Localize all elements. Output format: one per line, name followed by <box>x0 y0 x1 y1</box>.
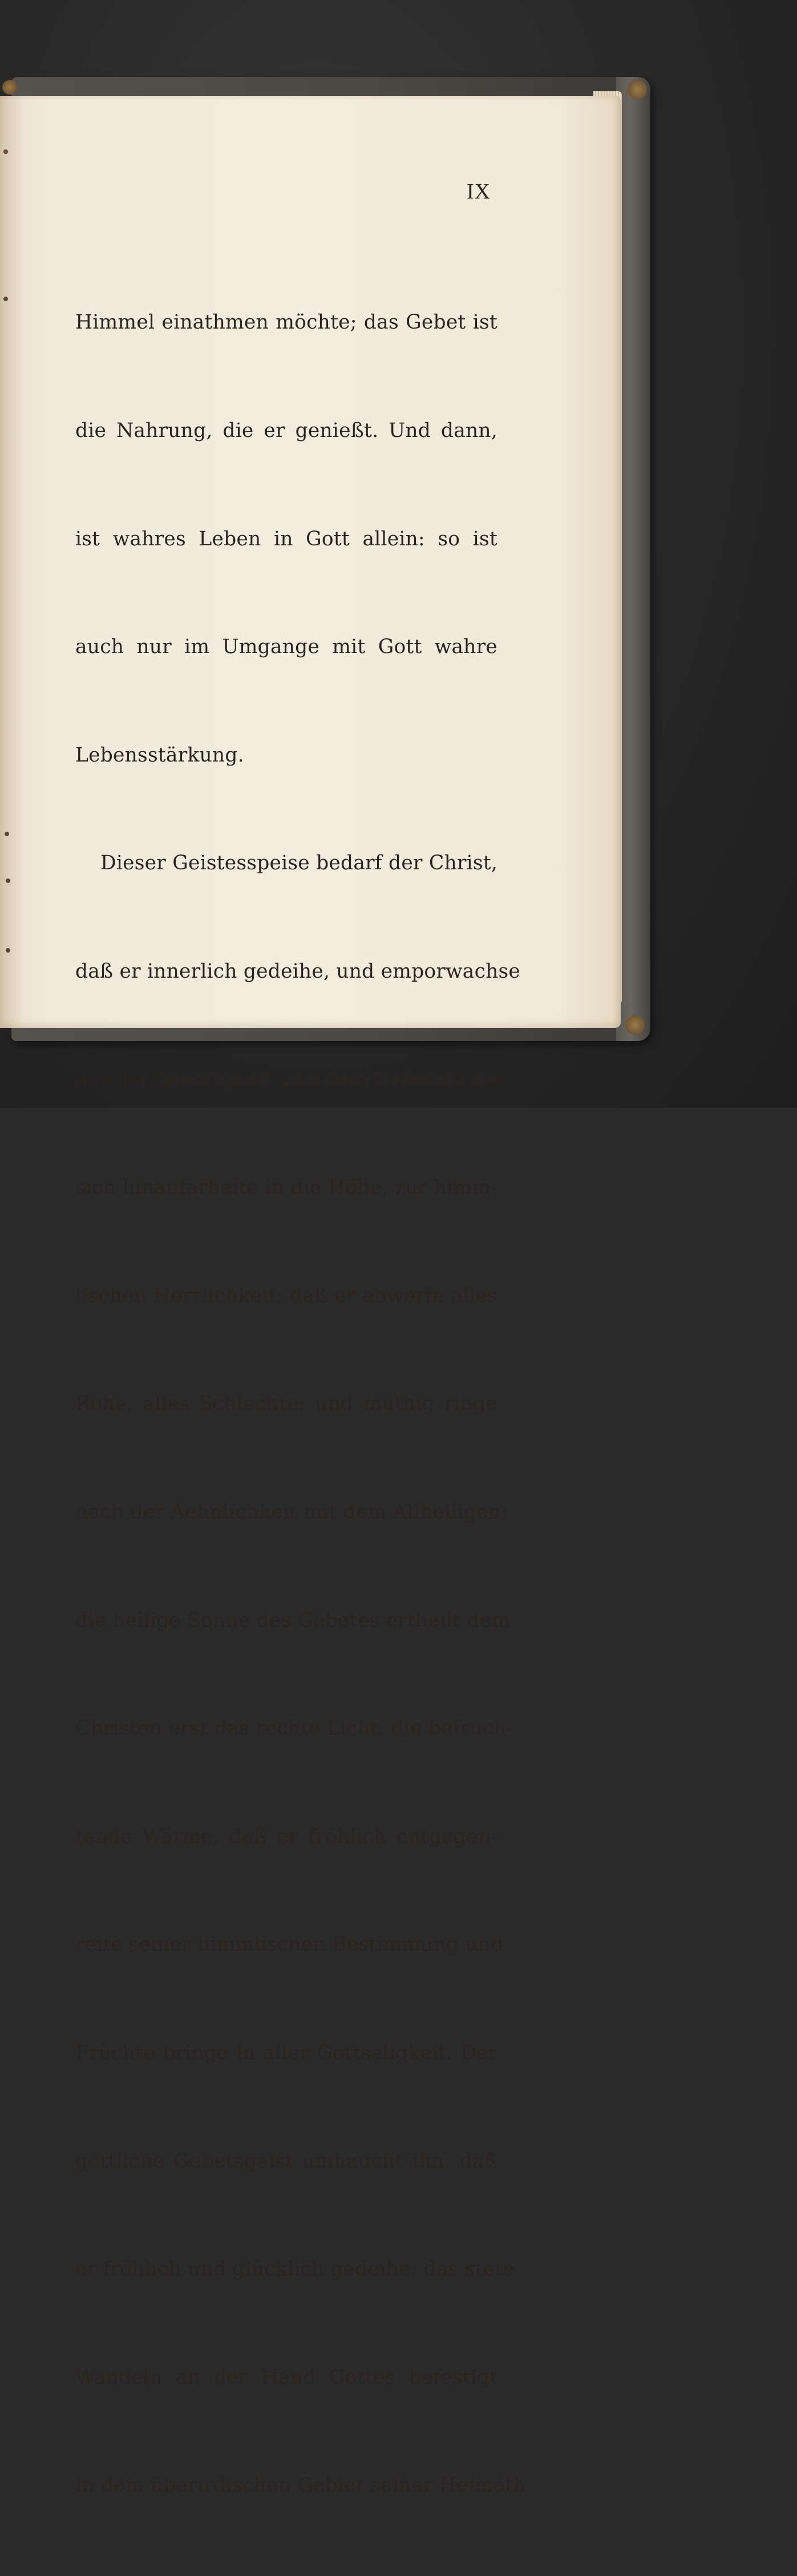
text-line: Himmel einathmen möchte; das Gebet ist <box>75 311 497 334</box>
margin-mark <box>6 878 10 883</box>
text-line: reife seiner himmlischen Bestimmung und <box>75 1933 504 1957</box>
text-line: sich hinaufarbeite in die Höhe, zur himm- <box>75 1176 497 1200</box>
text-line: Dieser Geistesspeise bedarf der Christ, <box>100 852 497 875</box>
text-line: lischen Herrlichkeit; daß er abwerfe alles <box>75 1284 497 1307</box>
text-line: die heilige Sonne des Gebetes ertheilt dem <box>75 1609 511 1632</box>
text-line: auch nur im Umgange mit Gott wahre <box>75 635 497 659</box>
book-page <box>0 96 621 2497</box>
text-line: daß er innerlich gedeihe, und emporwachse <box>75 959 521 983</box>
text-line: tende Wärme, daß er fröhlich entgegen- <box>75 1825 497 1848</box>
cover-corner-bottom <box>625 1015 645 1035</box>
margin-mark <box>3 297 8 301</box>
cover-corner-top-left <box>2 80 17 95</box>
text-line: die Nahrung, die er genießt. Und dann, <box>75 419 497 442</box>
text-line: Wandeln an der Hand Gottes befestigt <box>75 2366 497 2389</box>
text-line: Rohe, alles Schlechte; und muthig ringe <box>75 1392 497 1416</box>
page-number: IX <box>467 180 491 204</box>
text-line: er fröhlich und glücklich gedeihe; das stete <box>75 2258 515 2281</box>
text-line: in dem überirdischen Gebiet seiner Heimath <box>75 2474 527 2497</box>
text-line: Christen erst das rechte Licht, die befruch- <box>75 1717 513 1740</box>
margin-mark <box>6 948 10 953</box>
text-line: ist wahres Leben in Gott allein: so ist <box>75 527 497 550</box>
margin-mark <box>5 832 9 836</box>
text-line: Früchte bringe in aller Gottseligkeit. Der <box>75 2041 497 2064</box>
text-line: göttliche Gebetsgeist umhaucht ihn, daß <box>75 2149 497 2173</box>
margin-mark <box>3 149 8 154</box>
text-line: aus der Niedrigkeit, aus dem Erdenstaube, <box>75 1068 511 1091</box>
body-text <box>75 233 527 2576</box>
text-line: nach der Aehnlichkeit mit dem Allheiligen; <box>75 1500 508 1524</box>
text-line: Lebensstärkung. <box>75 743 244 767</box>
cover-corner-top <box>628 80 647 99</box>
